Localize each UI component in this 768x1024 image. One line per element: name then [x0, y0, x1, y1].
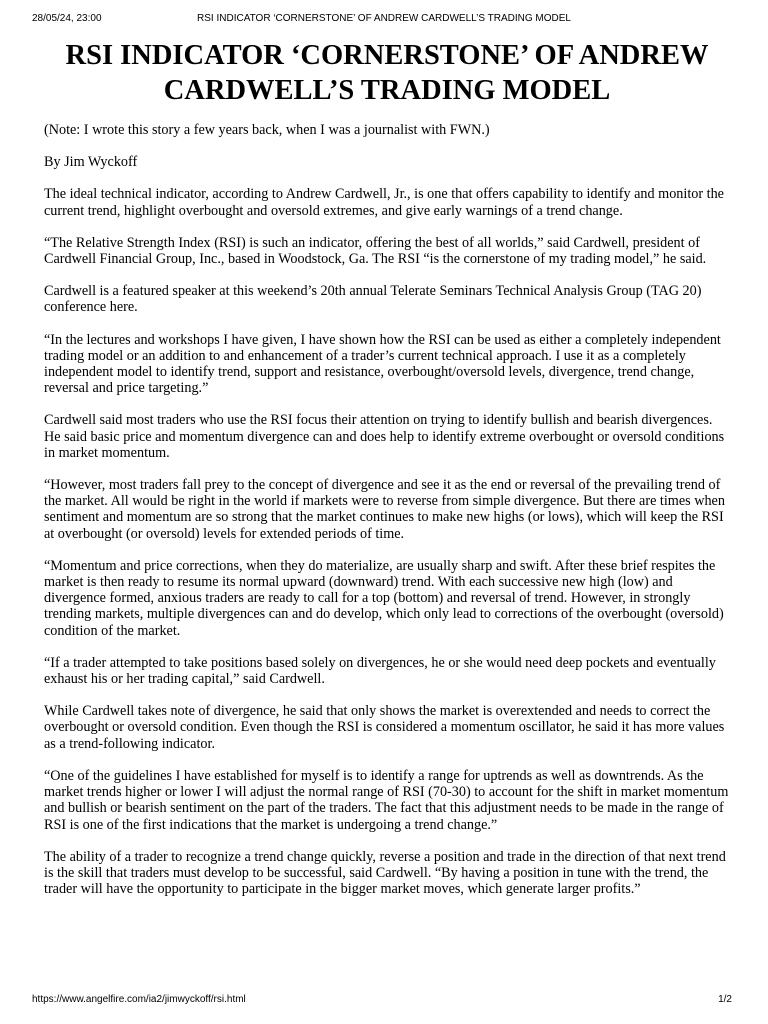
- body-paragraph: “The Relative Strength Index (RSI) is such an indicator, offering the best of all worlds,” said Cardwell, president of Cardwell Financial Group, Inc., based in Woodstock, Ga. The RSI “is the cornerstone of my trading model,” he said.: [44, 234, 707, 268]
- body-paragraph: “In the lectures and workshops I have given, I have shown how the RSI can be used as either a completely independent trading model or an addition to and enhancement of a trader’s current technical approach. I use it as a completely independent model to identify trend, support and resistance, overbought/oversold levels, divergence, trend change, reversal and price targeting.”: [44, 331, 721, 397]
- body-paragraph: “However, most traders fall prey to the concept of divergence and see it as the end or reversal of the prevailing trend of the market. All would be right in the world if markets were to reverse from simple divergence. But there are times when sentiment and momentum are so strong that the market continues to make new highs (or lows), which will keep the RSI at overbought (or oversold) levels for extended periods of time.: [44, 477, 725, 542]
- body-paragraph: “If a trader attempted to take positions based solely on divergences, he or she would need deep pockets and eventually exhaust his or her trading capital,” said Cardwell.: [44, 654, 716, 688]
- body-paragraph: “One of the guidelines I have established for myself is to identify a range for uptrends as well as downtrends. As the market trends higher or lower I will adjust the normal range of RSI (70-30) to account for the shift in market momentum and bullish or bearish sentiment on the part of the traders. The fact that this adjustment needs to be made in the range of RSI is one of the first indications that the market is undergoing a trend change.”: [44, 767, 729, 833]
- page-number: 1/2: [718, 994, 732, 1005]
- print-header: [32, 13, 736, 27]
- body-paragraph: Cardwell said most traders who use the RSI focus their attention on trying to identify bullish and bearish divergences. He said basic price and momentum divergence can and does help to identify extreme overbought or oversold conditions in market momentum.: [44, 412, 725, 461]
- page-url-link[interactable]: https://www.angelfire.com/ia2/jimwyckoff/rsi.html: [32, 994, 246, 1005]
- body-paragraph: The ability of a trader to recognize a trend change quickly, reverse a position and trade in the direction of that next trend is the skill that traders must develop to be successful, said Cardwell. “By having a position in tune with the trend, the trader will have the opportunity to participate in the bigger market moves, which generate larger profits.”: [44, 848, 726, 898]
- print-header-title: RSI INDICATOR ‘CORNERSTONE’ OF ANDREW CARDWELL’S TRADING MODEL: [197, 13, 571, 24]
- article: [44, 38, 730, 913]
- body-paragraph: “Momentum and price corrections, when they do materialize, are usually sharp and swift. After these brief respites the market is then ready to resume its normal upward (downward) trend. With each successive new high (low) and divergence formed, anxious traders are ready to call for a top (bottom) and reversal of trend. However, in strongly trending markets, multiple divergences can and do develop, which only lead to corrections of the overbought (oversold) condition of the market.: [44, 557, 724, 639]
- note-paragraph: (Note: I wrote this story a few years back, when I was a journalist with FWN.): [44, 122, 490, 138]
- article-title: RSI INDICATOR ‘CORNERSTONE’ OF ANDREW CARDWELL’S TRADING MODEL: [65, 40, 709, 106]
- body-paragraph: The ideal technical indicator, according to Andrew Cardwell, Jr., is one that offers capability to identify and monitor the current trend, highlight overbought and oversold extremes, and give early warnings of a trend change.: [44, 186, 724, 219]
- print-footer: [32, 994, 736, 1008]
- body-paragraph: Cardwell is a featured speaker at this weekend’s 20th annual Telerate Seminars Technical Analysis Group (TAG 20) conference here.: [44, 283, 702, 316]
- print-date: 28/05/24, 23:00: [32, 13, 102, 24]
- body-paragraph: While Cardwell takes note of divergence, he said that only shows the market is overextended and needs to correct the overbought or oversold condition. Even though the RSI is considered a momentum oscillator, he said it has more values as a trend-following indicator.: [44, 703, 725, 752]
- byline: By Jim Wyckoff: [44, 154, 138, 171]
